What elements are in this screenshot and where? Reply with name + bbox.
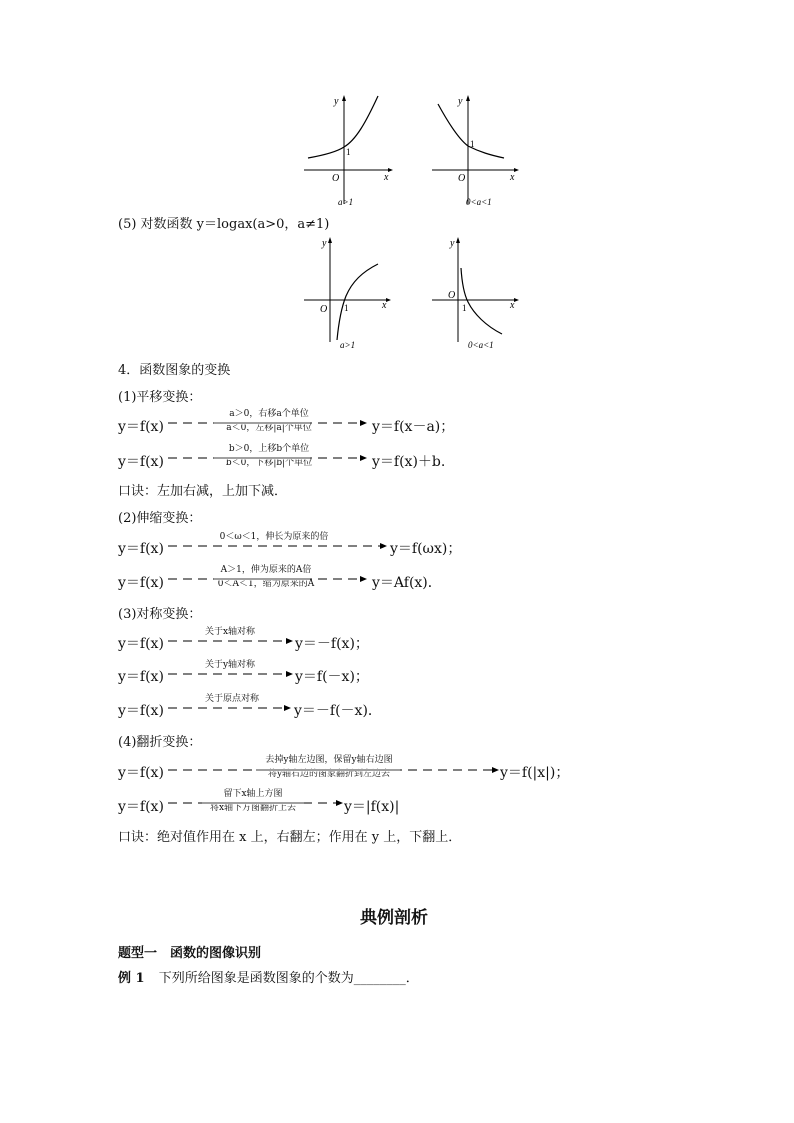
section4-title: 4．函数图象的变换: [118, 363, 231, 378]
symmetry-row2-lhs: y＝f(x): [118, 669, 164, 685]
symmetry-row3-lhs: y＝f(x): [118, 703, 164, 719]
stretch-row2-bottom: 0＜A＜1，缩为原来的A: [217, 579, 315, 589]
axis-x-label: x: [384, 172, 389, 183]
translate-mnemonic: 口诀：左加右减，上加下减．: [118, 484, 288, 499]
stretch-row2-lhs: y＝f(x): [118, 575, 164, 591]
flip-mnemonic: 口诀：绝对值作用在 x 上，右翻左；作用在 y 上，下翻上．: [118, 830, 462, 845]
examples-heading: 典例剖析: [360, 908, 428, 928]
stretch-row1-top: 0＜ω＜1，伸长为原来的倍: [219, 532, 329, 542]
origin-label: O: [332, 173, 340, 184]
one-label: 1: [462, 303, 467, 313]
stretch-title: (2)伸缩变换：: [118, 511, 202, 526]
item5-title: (5) 对数函数 y＝logax(a>0，a≠1): [118, 217, 330, 232]
arrow: [168, 418, 368, 428]
log-graph-a-lt-1: [428, 234, 528, 354]
flip-row2-rhs: y＝|f(x)|: [344, 799, 400, 815]
stretch-row1-rhs: y＝f(ωx)；: [390, 541, 462, 557]
arrow: [168, 798, 344, 808]
axis-y-label: y: [450, 238, 455, 249]
arrow: [168, 453, 368, 463]
symmetry-row1-rhs: y＝－f(x)；: [295, 636, 369, 652]
example1-label: 例 1: [118, 971, 145, 986]
log-graph-a-gt-1: [300, 234, 400, 354]
symmetry-row3-top: 关于原点对称: [204, 694, 259, 704]
translate-title: (1)平移变换：: [118, 390, 202, 405]
translate-row2-rhs: y＝f(x)＋b.: [372, 454, 446, 470]
axis-x-label: x: [382, 300, 387, 311]
axis-y-label: y: [322, 238, 327, 249]
translate-row2-bottom: b＜0，下移|b|个单位: [225, 458, 313, 468]
stretch-row2-top: A＞1，伸为原来的A倍: [220, 565, 312, 575]
symmetry-row3-rhs: y＝－f(－x)．: [294, 703, 382, 719]
symmetry-row2-top: 关于y轴对称: [204, 660, 256, 670]
arrow: [168, 703, 292, 713]
origin-label: O: [448, 290, 456, 301]
axis-y-label: y: [458, 96, 463, 107]
symmetry-title: (3)对称变换：: [118, 607, 202, 622]
translate-row1-lhs: y＝f(x): [118, 419, 164, 435]
example1: [118, 967, 419, 986]
symmetry-row2-rhs: y＝f(－x)；: [295, 669, 369, 685]
exp-graph-a-gt-1: [300, 92, 400, 212]
stretch-row1-lhs: y＝f(x): [118, 541, 164, 557]
flip-row1-rhs: y＝f(|x|)；: [500, 765, 570, 781]
stretch-row2-rhs: y＝Af(x)．: [372, 575, 442, 591]
axis-x-label: x: [510, 172, 515, 183]
arrow: [168, 636, 294, 646]
arrow: [168, 574, 368, 584]
translate-row1-rhs: y＝f(x－a)；: [372, 419, 455, 435]
translate-row2-top: b＞0，上移b个单位: [228, 444, 310, 454]
caption: a>1: [340, 340, 356, 350]
exp-graph-a-lt-1: [428, 92, 528, 212]
flip-row2-bottom: 将x轴下方图翻折上去: [209, 803, 297, 813]
flip-row1-lhs: y＝f(x): [118, 765, 164, 781]
caption: a>1: [338, 197, 354, 207]
type1-title: 题型一 函数的图像识别: [118, 946, 262, 961]
translate-row2-lhs: y＝f(x): [118, 454, 164, 470]
arrow: [168, 669, 294, 679]
caption: 0<a<1: [466, 197, 492, 207]
flip-title: (4)翻折变换：: [118, 735, 202, 750]
flip-row2-top: 留下x轴上方图: [223, 789, 283, 799]
arrow: [168, 765, 500, 775]
symmetry-row1-lhs: y＝f(x): [118, 636, 164, 652]
one-label: 1: [344, 303, 349, 313]
example1-text: 下列所给图象是函数图象的个数为________．: [158, 971, 419, 986]
flip-row1-top: 去掉y轴左边图，保留y轴右边图: [265, 755, 393, 765]
flip-row1-bottom: 将y轴右边的图象翻折到左边去: [267, 769, 391, 779]
flip-row2-lhs: y＝f(x): [118, 799, 164, 815]
one-label: 1: [346, 147, 351, 157]
origin-label: O: [320, 304, 328, 315]
caption: 0<a<1: [468, 340, 494, 350]
axis-y-label: y: [334, 96, 339, 107]
origin-label: O: [458, 173, 466, 184]
translate-row1-bottom: a＜0，左移|a|个单位: [226, 423, 312, 433]
symmetry-row1-top: 关于x轴对称: [204, 627, 256, 637]
one-label: 1: [470, 139, 475, 149]
arrow: [168, 541, 388, 551]
translate-row1-top: a＞0，右移a个单位: [229, 409, 309, 419]
axis-x-label: x: [510, 300, 515, 311]
